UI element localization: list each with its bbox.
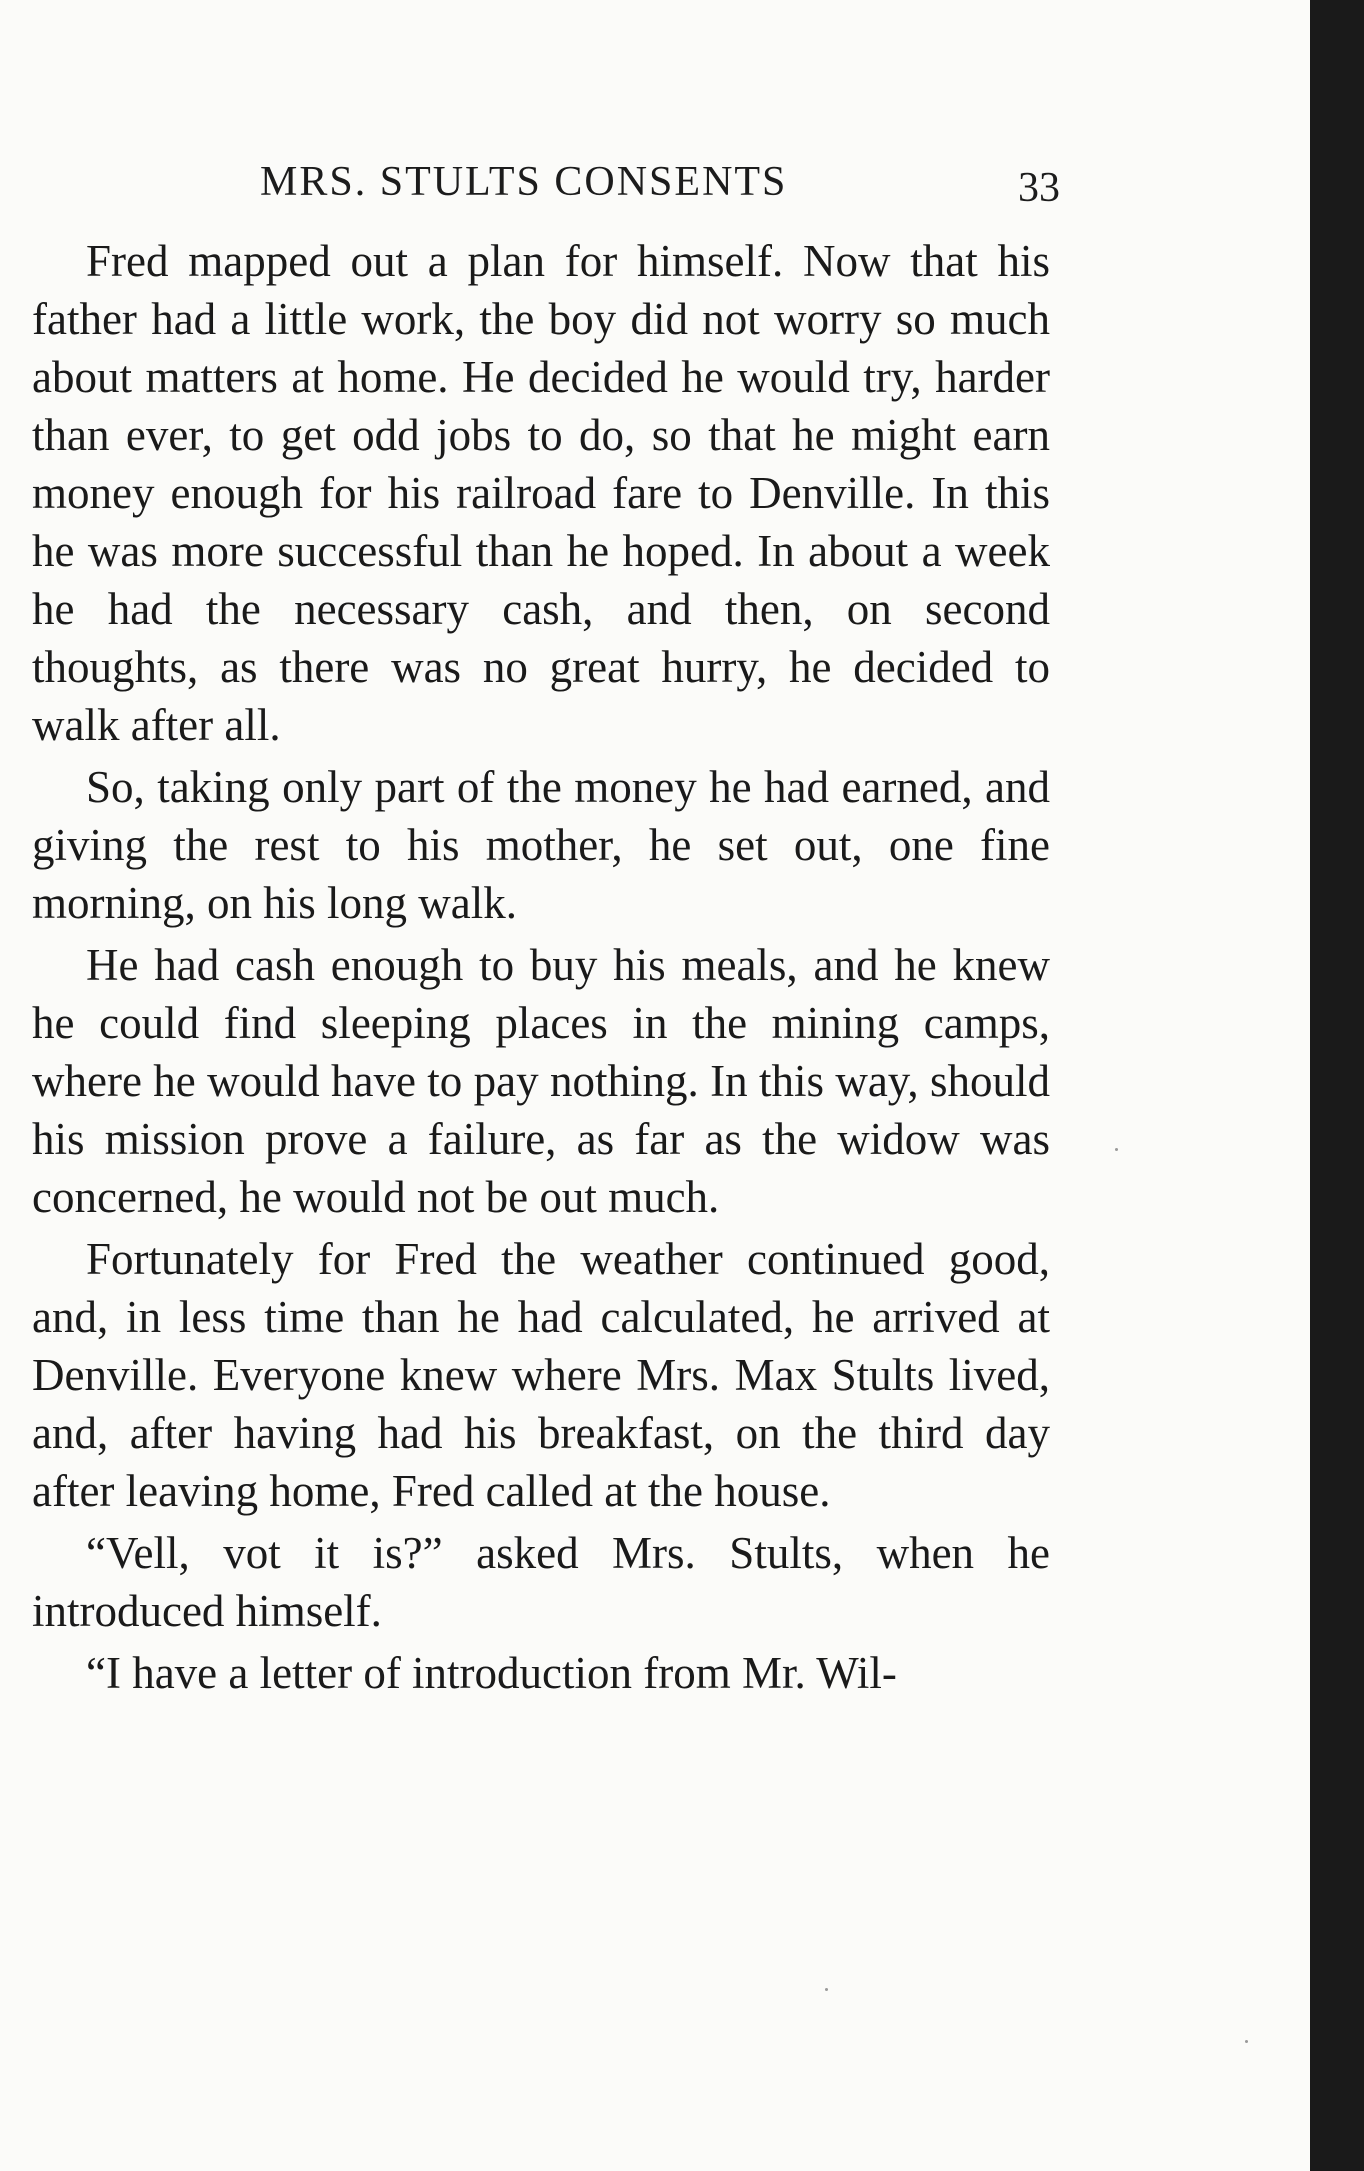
body-text [32,232,1050,1706]
paper-speck [825,1988,828,1991]
page-number: 33 [1018,165,1060,211]
paragraph: Fred mapped out a plan for himself. Now that his father had a little work, the boy did not worry so much about matters at home. He decided he would try, harder than ever, to get odd jobs to do, so that he might earn money enough for his railroad fare to Denville. In this he was more successful than he hoped. In about a week he had the necessary cash, and then, on second thoughts, as there was no great hurry, he decided to walk after all. [32,236,1050,750]
paragraph: He had cash enough to buy his meals, and he knew he could find sleeping places in the mining camps, where he would have to pay nothing. In this way, should his mission prove a failure, as far as the widow was concerned, he would not be out much. [32,940,1050,1222]
page-header [30,158,1060,218]
paragraph: So, taking only part of the money he had earned, and giving the rest to his mother, he set out, one fine morning, on his long walk. [32,762,1050,928]
paragraph: Fortunately for Fred the weather continued good, and, in less time than he had calculated, he arrived at Denville. Everyone knew where Mrs. Max Stults lived, and, after having had his breakfast, on the third day after leaving home, Fred called at the house. [32,1234,1050,1516]
paragraph: “I have a letter of introduction from Mr. Wil- [86,1648,897,1698]
running-title: MRS. STULTS CONSENTS [260,159,788,205]
paper-speck [1245,2040,1248,2043]
paragraph: “Vell, vot it is?” asked Mrs. Stults, when he introduced himself. [32,1528,1050,1636]
paper-speck [1115,1148,1118,1151]
